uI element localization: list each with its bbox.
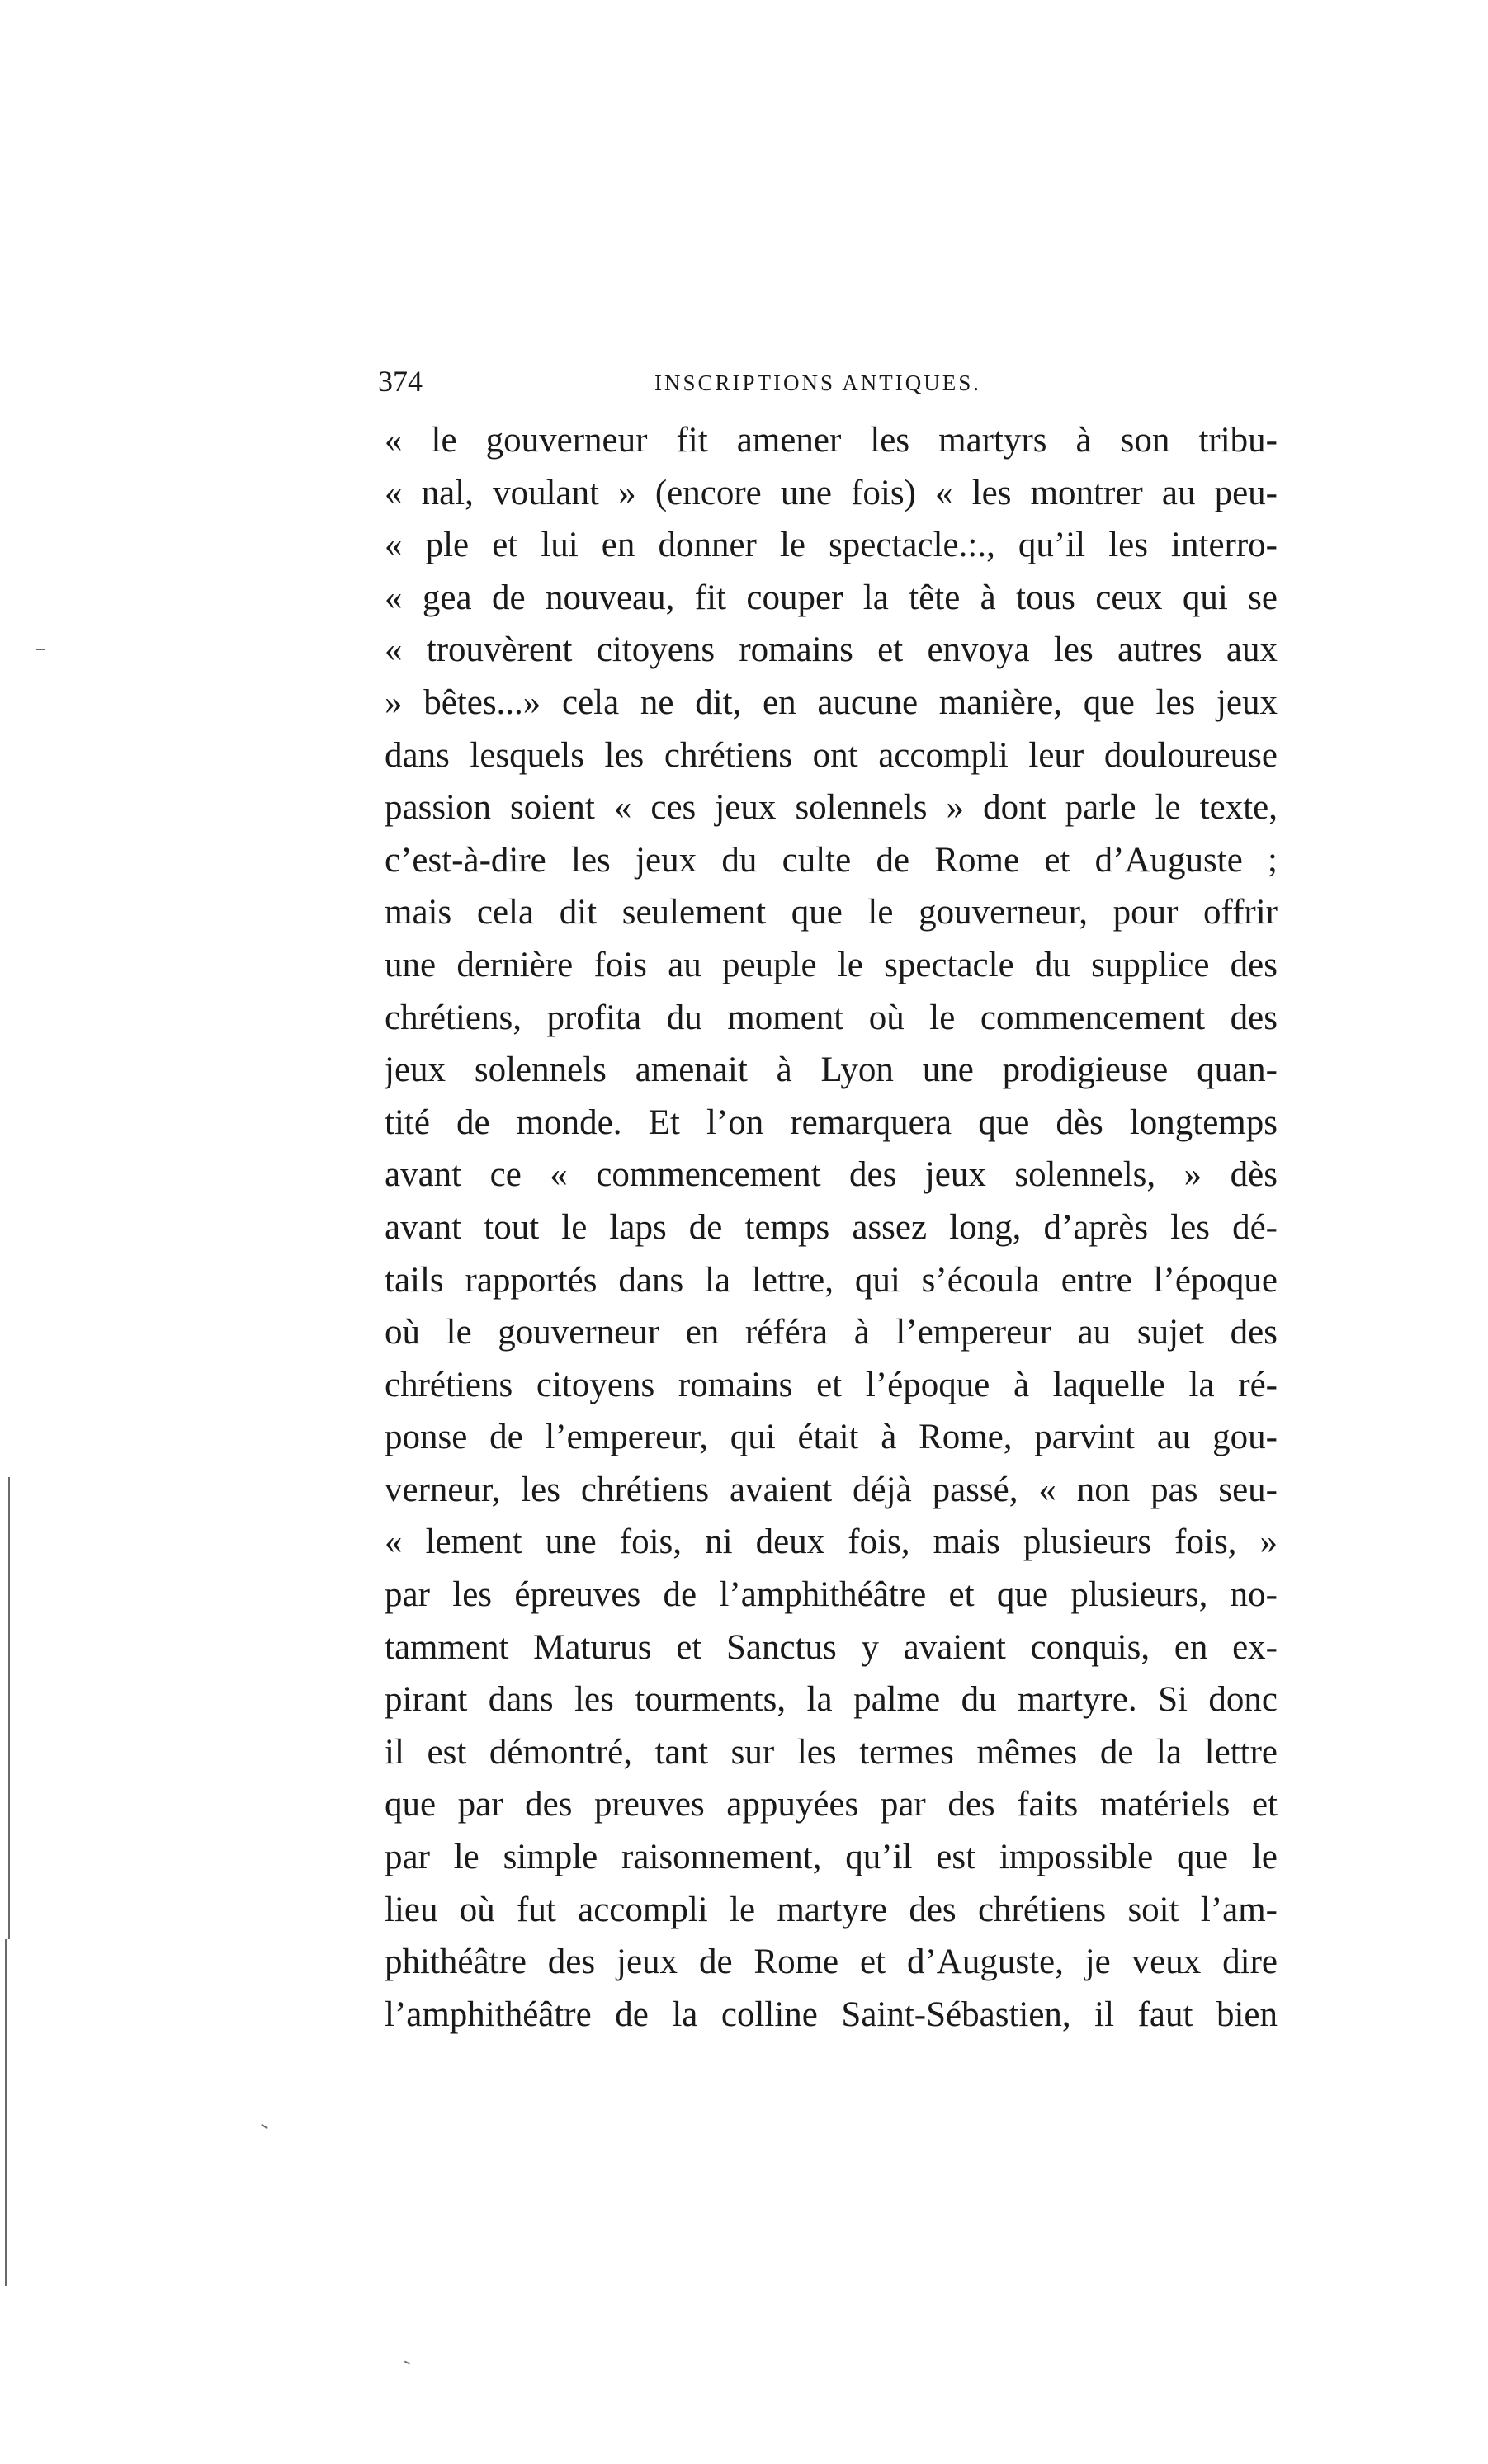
scan-speck (404, 2361, 410, 2365)
text-line: pirant dans les tourments, la palme du martyre. Si donc (385, 1680, 1278, 1720)
text-line: chrétiens citoyens romains et l’époque à laquelle la ré- (385, 1365, 1278, 1404)
page-number: 374 (378, 365, 423, 398)
body-text (385, 414, 1278, 2041)
text-line: jeux solennels amenait à Lyon une prodigieuse quan- (385, 1050, 1278, 1090)
text-line: il est démontré, tant sur les termes mêmes de la lettre (385, 1732, 1278, 1772)
text-line: par le simple raisonnement, qu’il est impossible que le (385, 1838, 1278, 1877)
text-line: « le gouverneur fit amener les martyrs à son tribu- (385, 421, 1278, 460)
text-line: tails rapportés dans la lettre, qui s’écoula entre l’époque (385, 1260, 1278, 1300)
text-line: que par des preuves appuyées par des faits matériels et (385, 1785, 1278, 1824)
text-line: « lement une fois, ni deux fois, mais plusieurs fois, » (385, 1522, 1278, 1562)
text-line: chrétiens, profita du moment où le commencement des (385, 998, 1278, 1037)
text-line: tamment Maturus et Sanctus y avaient conquis, en ex- (385, 1627, 1278, 1667)
scan-margin-line (8, 1477, 10, 1939)
text-line: lieu où fut accompli le martyre des chrétiens soit l’am- (385, 1890, 1278, 1929)
text-line: l’amphithéâtre de la colline Saint-Sébastien, il faut bien (385, 1994, 1278, 2034)
scan-margin-line (5, 1939, 7, 2286)
page-header (378, 365, 1286, 398)
text-line: « trouvèrent citoyens romains et envoya les autres aux (385, 630, 1278, 670)
text-line: verneur, les chrétiens avaient déjà passé, « non pas seu- (385, 1470, 1278, 1509)
scan-speck (36, 649, 45, 650)
text-line: tité de monde. Et l’on remarquera que dès longtemps (385, 1102, 1278, 1142)
running-title: INSCRIPTIONS ANTIQUES. (654, 371, 982, 395)
scan-speck (261, 2124, 268, 2130)
text-line: » bêtes...» cela ne dit, en aucune manière, que les jeux (385, 682, 1278, 722)
text-line: « ple et lui en donner le spectacle.:., qu’il les interro- (385, 526, 1278, 565)
text-line: où le gouverneur en référa à l’empereur au sujet des (385, 1313, 1278, 1352)
text-line: une dernière fois au peuple le spectacle du supplice des (385, 945, 1278, 984)
text-line: « nal, voulant » (encore une fois) « les montrer au peu- (385, 473, 1278, 512)
text-line: phithéâtre des jeux de Rome et d’Auguste, je veux dire (385, 1942, 1278, 1982)
text-line: avant ce « commencement des jeux solennels, » dès (385, 1155, 1278, 1195)
text-line: mais cela dit seulement que le gouverneur, pour offrir (385, 893, 1278, 932)
text-line: avant tout le laps de temps assez long, d’après les dé- (385, 1207, 1278, 1247)
text-line: par les épreuves de l’amphithéâtre et que plusieurs, no- (385, 1575, 1278, 1615)
text-line: « gea de nouveau, fit couper la tête à tous ceux qui se (385, 578, 1278, 617)
text-line: c’est-à-dire les jeux du culte de Rome et d’Auguste ; (385, 840, 1278, 880)
text-line: passion soient « ces jeux solennels » dont parle le texte, (385, 788, 1278, 828)
text-line: dans lesquels les chrétiens ont accompli leur douloureuse (385, 735, 1278, 775)
text-line: ponse de l’empereur, qui était à Rome, parvint au gou- (385, 1418, 1278, 1457)
